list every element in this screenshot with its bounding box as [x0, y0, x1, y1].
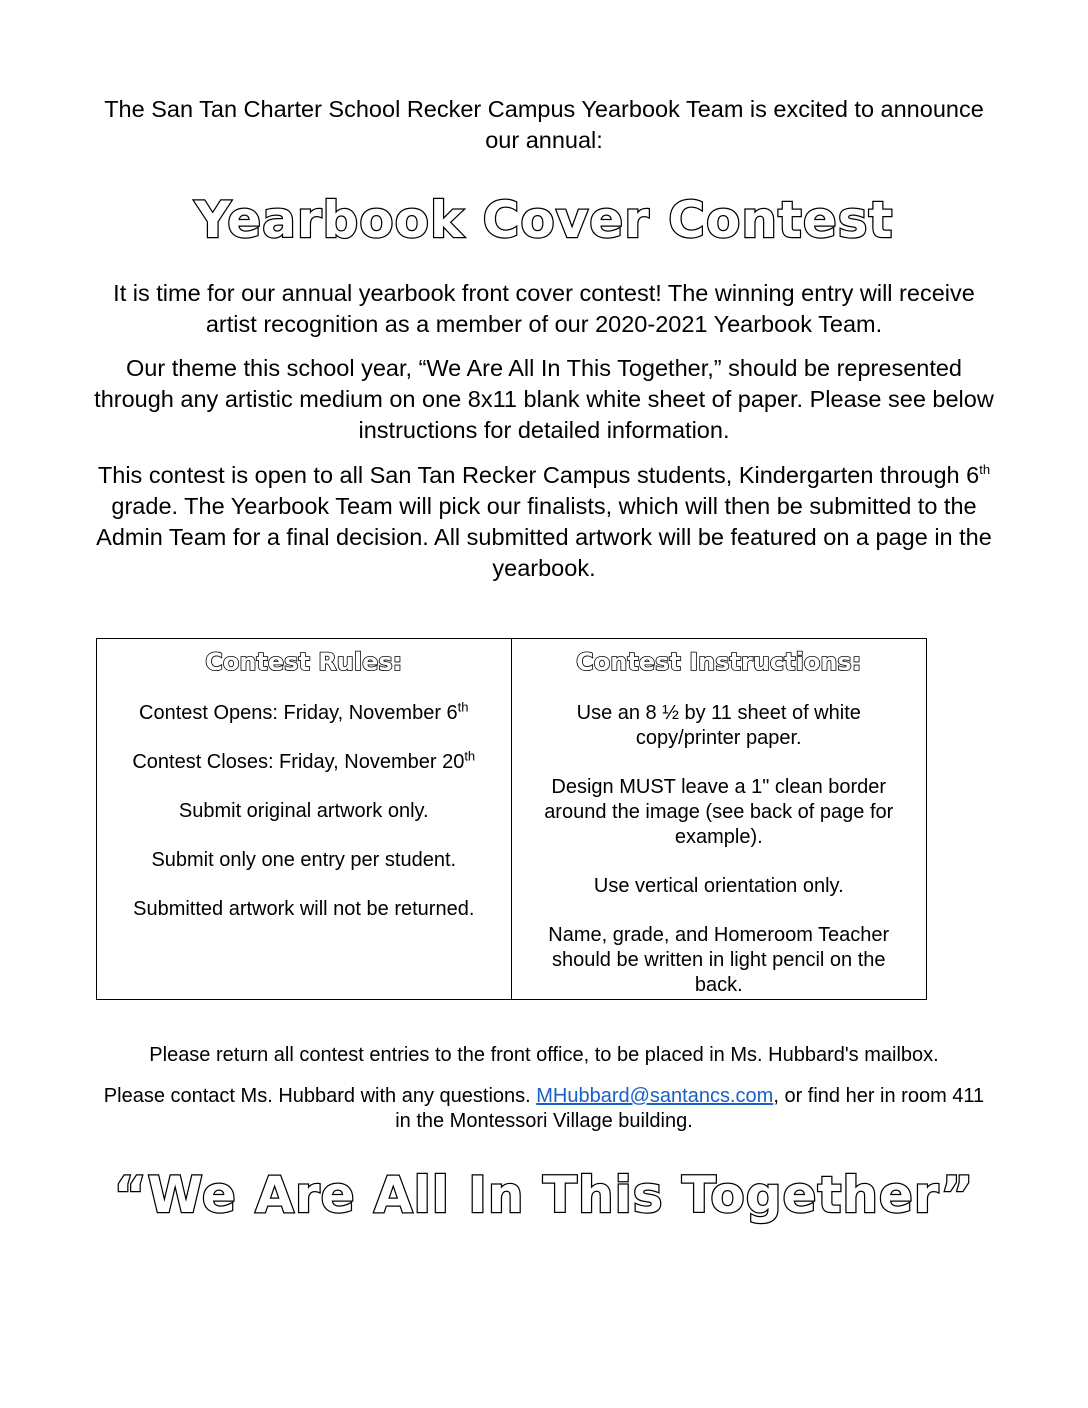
instruction-paper: Use an 8 ½ by 11 sheet of white copy/printer paper.	[576, 702, 861, 749]
instruction-border: Design MUST leave a 1" clean border around the image (see back of page for example).	[544, 776, 894, 848]
intro-text: The San Tan Charter School Recker Campus Yearbook Team is excited to announce our annual:	[104, 96, 984, 153]
rule-not-returned: Submitted artwork will not be returned.	[133, 898, 475, 920]
instructions-column	[512, 639, 927, 999]
instruction-name: Name, grade, and Homeroom Teacher should be written in light pencil on the back.	[548, 924, 890, 996]
closing-theme-title: “We Are All In This Together”	[113, 1166, 975, 1224]
contest-details-table	[96, 638, 927, 1000]
rules-column	[97, 639, 512, 999]
ordinal-suffix: th	[979, 462, 991, 478]
eligibility-paragraph	[94, 460, 994, 584]
email-link[interactable]: MHubbard@santancs.com	[536, 1085, 774, 1107]
page-title: Yearbook Cover Contest	[194, 191, 894, 249]
rule-opens-text: Contest Opens: Friday, November 6	[139, 702, 458, 724]
instructions-heading: Contest Instructions:	[576, 648, 862, 676]
theme-paragraph: Our theme this school year, “We Are All In This Together,” should be represented through any artistic medium on one 8x11 blank white sheet of paper. Please see below instructions for detailed information.	[94, 355, 994, 443]
rule-one-entry: Submit only one entry per student.	[151, 849, 457, 871]
contact-note	[94, 1084, 994, 1134]
eligibility-text-end: grade. The Yearbook Team will pick our finalists, which will then be submitted to the Admin Team for a final decision. All submitted artwork will be featured on a page in the yearbook.	[96, 493, 992, 581]
rules-heading: Contest Rules:	[205, 648, 403, 676]
ordinal-suffix: th	[464, 748, 476, 764]
instruction-orientation: Use vertical orientation only.	[593, 875, 844, 897]
rule-opens	[115, 701, 493, 726]
contact-text-end: , or find her in room 411 in the Montessori Village building.	[395, 1085, 985, 1132]
rule-closes-text: Contest Closes: Friday, November 20	[132, 751, 465, 773]
contest-overview-paragraph: It is time for our annual yearbook front cover contest! The winning entry will receive artist recognition as a member of our 2020-2021 Yearbook Team.	[113, 280, 975, 337]
contact-text-start: Please contact Ms. Hubbard with any questions.	[103, 1085, 537, 1107]
eligibility-text-start: This contest is open to all San Tan Recker Campus students, Kindergarten through 6	[97, 462, 980, 488]
return-note: Please return all contest entries to the front office, to be placed in Ms. Hubbard's mailbox.	[149, 1044, 939, 1066]
rule-original: Submit original artwork only.	[178, 800, 429, 822]
rule-closes	[115, 750, 493, 775]
ordinal-suffix: th	[457, 699, 469, 715]
